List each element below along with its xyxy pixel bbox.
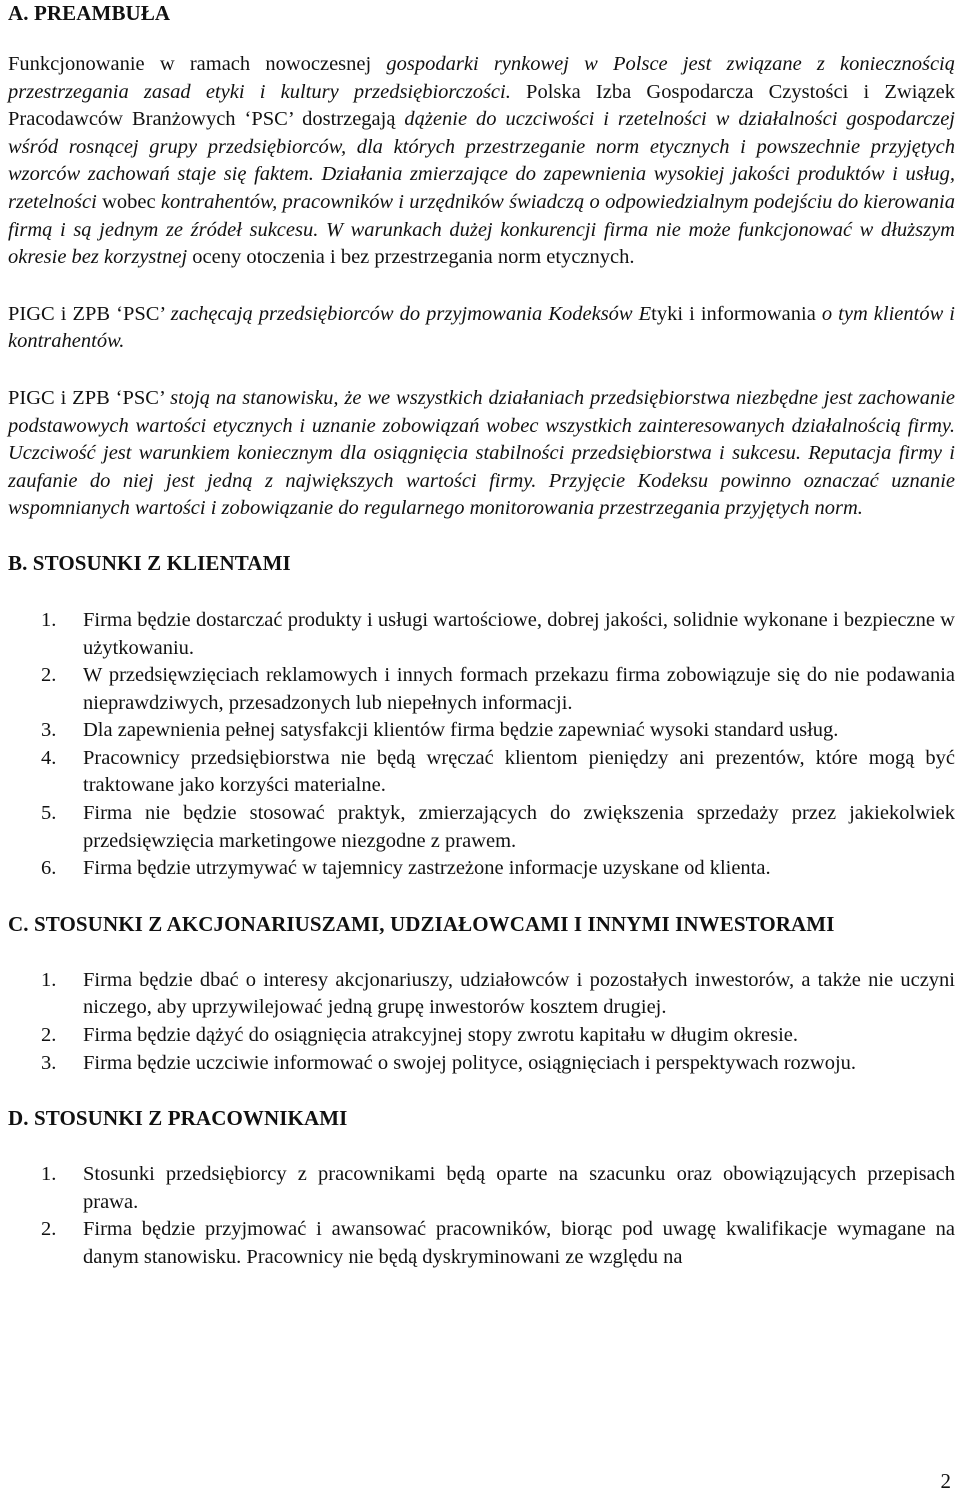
list-item-text: Firma będzie utrzymywać w tajemnicy zastrzeżone informacje uzyskane od klienta. <box>83 857 771 880</box>
list-item <box>8 800 955 855</box>
list-item-text: Dla zapewnienia pełnej satysfakcji klientów firma będzie zapewniać wysoki standard usług. <box>83 719 839 742</box>
document-page <box>8 0 955 1272</box>
page-number: 2 <box>940 1469 951 1494</box>
text-run-italic: o tym klientów i kontrahentów. <box>8 302 955 353</box>
list-item-number: 1. <box>41 1163 57 1186</box>
list-item-text: Firma będzie dbać o interesy akcjonariuszy, udziałowców i pozostałych inwestorów, a także nie uczyni niczego, aby uprzywilejować jedną grupę inwestorów kosztem drugiej. <box>83 968 955 1019</box>
list-item-number: 3. <box>41 719 57 742</box>
list-item-text: Firma będzie dostarczać produkty i usługi wartościowe, dobrej jakości, solidnie wykonane i bezpieczne w użytkowaniu. <box>83 608 955 659</box>
list-item-number: 6. <box>41 857 57 880</box>
section-c-list <box>8 967 955 1077</box>
text-run: Polska Izba Gospodarcza Czystości i Związek Pracodawców Branżowych ‘PSC’ dostrzegają <box>8 80 955 131</box>
list-item-number: 5. <box>41 802 57 825</box>
text-run: tyki i informowania <box>651 302 822 325</box>
section-c-heading: C. STOSUNKI Z AKCJONARIUSZAMI, UDZIAŁOWCAMI I INNYMI INWESTORAMI <box>8 911 835 936</box>
list-item-text: Firma będzie uczciwie informować o swojej polityce, osiągnięciach i perspektywach rozwoju. <box>83 1051 857 1074</box>
list-item <box>8 662 955 717</box>
list-item <box>8 607 955 662</box>
list-item-number: 1. <box>41 968 57 991</box>
text-run-italic: zachęcają przedsiębiorców do przyjmowania Kodeksów E <box>170 302 652 325</box>
list-item <box>8 1022 955 1050</box>
text-run: PIGC i ZPB ‘PSC’ <box>8 386 171 409</box>
text-run: Funkcjonowanie w ramach nowoczesnej <box>8 53 387 75</box>
list-item <box>8 745 955 800</box>
text-run: oceny otoczenia i bez przestrzegania norm etycznych. <box>187 246 635 269</box>
list-item-text: Firma nie będzie stosować praktyk, zmierzających do zwiększenia sprzedaży przez jakiekolwiek przedsięwzięcia marketingowe niezgodne z prawem. <box>83 802 955 852</box>
text-run-italic: stoją na stanowisku, że we wszystkich działaniach przedsiębiorstwa niezbędne jest zachowanie podstawowych wartości etycznych i uznanie zobowiązań wobec wszystkich zainteresowanych działalnością firmy. Uczciwość jest warunkiem koniecznym dla osiągnięcia stabilności przedsiębiorstwa i sukcesu. Reputacja firmy i zaufanie do niej jest jedną z największych wartości firmy. Przyjęcie Kodeksu powinno oznaczać uznanie wspomnianych wartości i zobowiązanie do regularnego monitorowania przestrzegania przyjętych norm. <box>8 386 956 520</box>
text-run-italic: kontrahentów, pracowników i urzędników świadczą o odpowiedzialnym podejściu do kierowania firmą i są jednym ze źródeł sukcesu. W warunkach dużej konkurencji firma nie może funkcjonować w dłuższym okresie bez korzystnej <box>8 190 955 269</box>
section-d-heading: D. STOSUNKI Z PRACOWNIKAMI <box>8 1106 348 1131</box>
list-item <box>8 855 955 883</box>
list-item-text: Firma będzie dążyć do osiągnięcia atrakcyjnej stopy zwrotu kapitału w długim okresie. <box>83 1024 798 1047</box>
list-item-number: 2. <box>41 664 57 687</box>
list-item <box>8 1216 955 1271</box>
text-run-italic: gospodarki rynkowej w Polsce jest związane z koniecznością przestrzegania zasad etyki i kultury przedsiębiorczości. <box>8 53 956 103</box>
text-run-italic: dążenie do uczciwości i rzetelności w działalności gospodarczej wśród rosnącej grupy przedsiębiorców, dla których przestrzeganie norm etycznych i powszechnie przyjętych wzorców zachowań staje się faktem. Działania zmierzające do zapewnienia wysokiej jakości produktów i usług, rzetelności <box>8 108 955 213</box>
section-b-heading: B. STOSUNKI Z KLIENTAMI <box>8 550 291 575</box>
list-item <box>8 1050 955 1078</box>
list-item-number: 2. <box>41 1218 57 1241</box>
preamble-paragraph-2 <box>8 301 955 356</box>
list-item <box>8 717 955 745</box>
section-b-list <box>8 607 955 883</box>
text-run: wobec <box>96 190 161 213</box>
list-item-number: 2. <box>41 1024 57 1047</box>
list-item-text: Pracownicy przedsiębiorstwa nie będą wręczać klientom pieniędzy ani prezentów, które mogą być traktowane jako korzyści materialne. <box>83 746 955 797</box>
list-item-number: 4. <box>41 746 57 769</box>
list-item-number: 1. <box>41 608 57 631</box>
list-item <box>8 967 955 1022</box>
list-item-text: Stosunki przedsiębiorcy z pracownikami będą oparte na szacunku oraz obowiązujących przepisach prawa. <box>83 1163 955 1213</box>
section-d-list <box>8 1161 955 1271</box>
list-item <box>8 1161 955 1216</box>
section-a-heading: A. PREAMBUŁA <box>8 1 171 25</box>
preamble-paragraph-1 <box>8 51 955 272</box>
list-item-text: W przedsięwzięciach reklamowych i innych formach przekazu firma zobowiązuje się do nie podawania nieprawdziwych, przesadzonych lub niepełnych informacji. <box>83 664 955 714</box>
list-item-number: 3. <box>41 1051 57 1074</box>
list-item-text: Firma będzie przyjmować i awansować pracowników, biorąc pod uwagę kwalifikacje wymagane na danym stanowisku. Pracownicy nie będą dyskryminowani ze względu na <box>83 1218 955 1268</box>
preamble-paragraph-3 <box>8 385 955 523</box>
text-run: PIGC i ZPB ‘PSC’ <box>8 302 171 325</box>
